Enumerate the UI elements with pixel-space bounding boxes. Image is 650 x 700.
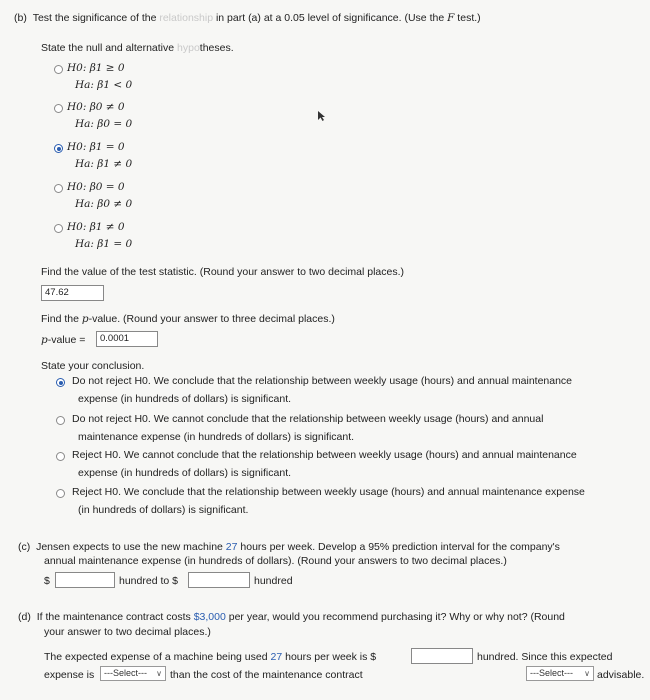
- interval-upper-input[interactable]: [188, 572, 250, 588]
- ha-label: Ha: β1 ≠ 0: [75, 158, 133, 170]
- than-cost-text: than the cost of the maintenance contract: [170, 669, 363, 681]
- comparison-select[interactable]: ---Select--- ∨: [100, 666, 166, 681]
- ha-label: Ha: β0 = 0: [75, 118, 133, 130]
- radio-button[interactable]: [54, 104, 63, 113]
- advisable-label: advisable.: [597, 669, 645, 681]
- pvalue-label: p-value =: [41, 334, 86, 346]
- radio-button[interactable]: [56, 489, 65, 498]
- conclusion-text: expense (in hundreds of dollars) is significant.: [78, 467, 292, 479]
- between-label: hundred to $: [119, 575, 178, 587]
- part-c-line2: annual maintenance expense (in hundreds of dollars). (Round your answers to two decimal places.): [44, 555, 507, 567]
- pvalue-input[interactable]: 0.0001: [96, 331, 158, 347]
- conclusion-text: Do not reject H0. We cannot conclude that the relationship between weekly usage (hours) and annual: [72, 413, 544, 425]
- radio-button[interactable]: [54, 65, 63, 74]
- conclusion-text: (in hundreds of dollars) is significant.: [78, 504, 249, 516]
- radio-button[interactable]: [56, 452, 65, 461]
- h0-label: H0: β1 = 0: [67, 141, 125, 153]
- conclusion-text: Reject H0. We cannot conclude that the relationship between weekly usage (hours) and annual maintenance: [72, 449, 577, 461]
- dollar-sign: $: [44, 575, 50, 587]
- advisable-select[interactable]: ---Select--- ∨: [526, 666, 594, 681]
- h0-label: H0: β0 ≠ 0: [67, 101, 125, 113]
- expected-expense-input[interactable]: [411, 648, 473, 664]
- expected-expense-text: The expected expense of a machine being used 27 hours per week is $: [44, 651, 377, 663]
- conclusion-text: expense (in hundreds of dollars) is significant.: [78, 393, 292, 405]
- h0-label: H0: β1 ≥ 0: [67, 62, 125, 74]
- cursor-icon: [316, 110, 326, 122]
- part-b-heading: (b) Test the significance of the relationship in part (a) at a 0.05 level of significance. (Use the F test.): [14, 12, 481, 24]
- conclusion-text: Do not reject H0. We conclude that the relationship between weekly usage (hours) and annual maintenance: [72, 375, 573, 387]
- radio-button[interactable]: [54, 224, 63, 233]
- part-d-line2: your answer to two decimal places.): [44, 626, 211, 638]
- hundred-label: hundred: [254, 575, 293, 587]
- conclusion-prompt: State your conclusion.: [41, 360, 145, 372]
- hypotheses-prompt: State the null and alternative hypotheses.: [41, 42, 234, 54]
- conclusion-text: Reject H0. We conclude that the relationship between weekly usage (hours) and annual maintenance expense: [72, 486, 585, 498]
- interval-lower-input[interactable]: [55, 572, 115, 588]
- ha-label: Ha: β1 = 0: [75, 238, 133, 250]
- ha-label: Ha: β1 < 0: [75, 79, 133, 91]
- expense-is-label: expense is: [44, 669, 95, 681]
- part-d-heading: (d) If the maintenance contract costs $3,000 per year, would you recommend purchasing it? Why or why not? (Round: [18, 611, 565, 623]
- radio-button[interactable]: [54, 184, 63, 193]
- radio-button[interactable]: [56, 416, 65, 425]
- part-c-heading: (c) Jensen expects to use the new machine 27 hours per week. Develop a 95% prediction interval for the company's: [18, 541, 560, 553]
- h0-label: H0: β1 ≠ 0: [67, 221, 125, 233]
- radio-button-selected[interactable]: [54, 144, 63, 153]
- pvalue-prompt: Find the p-value. (Round your answer to three decimal places.): [41, 313, 335, 325]
- conclusion-text: maintenance expense (in hundreds of dollars) is significant.: [78, 431, 355, 443]
- chevron-down-icon: ∨: [156, 669, 162, 678]
- test-statistic-input[interactable]: 47.62: [41, 285, 104, 301]
- radio-button-selected[interactable]: [56, 378, 65, 387]
- hundred-since-text: hundred. Since this expected: [477, 651, 613, 663]
- h0-label: H0: β0 = 0: [67, 181, 125, 193]
- ha-label: Ha: β0 ≠ 0: [75, 198, 133, 210]
- chevron-down-icon: ∨: [584, 669, 590, 678]
- test-statistic-prompt: Find the value of the test statistic. (Round your answer to two decimal places.): [41, 266, 405, 278]
